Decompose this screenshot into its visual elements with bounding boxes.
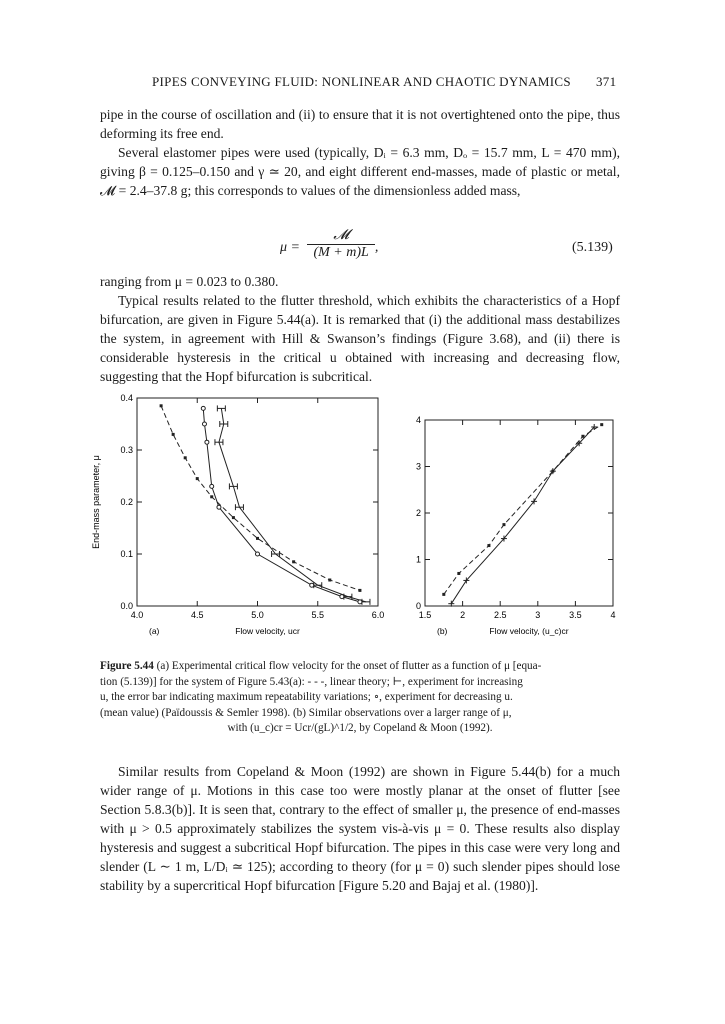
x-axis-label: Flow velocity, ucr: [235, 626, 300, 636]
caption-line-2: tion (5.139)] for the system of Figure 5.43(a): - - -, linear theory; ⊢, experiment for increasing: [100, 675, 523, 688]
data-point-circle: [210, 484, 214, 488]
paragraph-3: ranging from μ = 0.023 to 0.380.: [100, 274, 279, 289]
caption-line-1: (a) Experimental critical flow velocity for the onset of flutter as a function of μ [equa-: [156, 660, 542, 672]
data-point-square: [457, 572, 460, 575]
data-point-circle: [358, 600, 362, 604]
series-line: [161, 406, 360, 591]
paragraph-1: pipe in the course of oscillation and (ii) to ensure that it is not overtightened onto the pipe, thus deforming its free end.: [100, 107, 620, 141]
plot-frame: [137, 398, 378, 606]
y-tick-label: 0.0: [120, 601, 133, 611]
x-tick-label: 2: [460, 610, 466, 620]
caption-line-3: u, the error bar indicating maximum repeatability variations; ∘, experiment for decreasing u.: [100, 691, 513, 703]
y-axis-label: End-mass parameter, μ: [91, 455, 101, 549]
data-point-square: [551, 470, 554, 473]
y-tick-label: 3: [415, 461, 421, 472]
x-tick-label: 1.5: [418, 610, 432, 620]
caption-line-5: with (u_c)cr = Ucr/(gL)^1/2, by Copeland & Moon (1992).: [227, 722, 493, 734]
caption-label: Figure 5.44: [100, 660, 154, 672]
running-title: PIPES CONVEYING FLUID: NONLINEAR AND CHAOTIC DYNAMICS: [152, 74, 571, 89]
panel-label: (b): [437, 626, 448, 636]
x-tick-label: 4.0: [130, 610, 144, 620]
y-tick-label: 4: [415, 415, 421, 425]
panel-label: (a): [149, 626, 160, 636]
series-line: [444, 425, 602, 595]
figure-caption: [100, 659, 620, 737]
equation-comma: ,: [374, 240, 379, 255]
series-line: [203, 408, 360, 601]
data-point-square: [172, 433, 175, 436]
data-point-square: [328, 579, 331, 582]
x-tick-label: 4.5: [190, 610, 204, 620]
data-point-square: [581, 435, 584, 438]
data-point-square: [487, 544, 490, 547]
x-tick-label: 2.5: [493, 610, 507, 620]
data-point-square: [358, 589, 361, 592]
equation-lhs: μ =: [280, 240, 300, 255]
y-tick-label: 0.1: [120, 549, 133, 559]
data-point-square: [292, 560, 295, 563]
caption-line-4: (mean value) (Païdoussis & Semler 1998). (b) Similar observations over a larger range of μ,: [100, 706, 512, 719]
y-tick-label: 0.3: [120, 445, 133, 455]
y-tick-label: 1: [415, 554, 421, 565]
body-text-bottom: [100, 762, 620, 895]
y-tick-label: 0: [415, 601, 421, 611]
equation-numerator: 𝓜: [307, 228, 374, 245]
data-point-square: [210, 495, 213, 498]
x-tick-label: 5.0: [251, 610, 264, 620]
data-point-circle: [310, 583, 314, 587]
paragraph-5: Similar results from Copeland & Moon (1992) are shown in Figure 5.44(b) for a much wider range of μ. Motions in this case too were mostly planar at the onset of flutter [see Section 5.8.3(b)]. It is seen that, contrary to the effect of smaller μ, the presence of end-masses with μ > 0.5 approximately stabilizes the system vis-à-vis μ = 0. These results also display hysteresis and suggest a subcritical Hopf bifurcation. The pipes in this case were very long and slender (L ∼ 1 m, L/Dᵢ ≃ 125); according to theory (for μ = 0) such slender pipes should lose stability by a supercritical Hopf bifurcation [Figure 5.20 and Bajaj et al. (1980)].: [100, 764, 620, 893]
paragraph-2: Several elastomer pipes were used (typically, Dᵢ = 6.3 mm, Dₒ = 15.7 mm, L = 470 mm), giving β = 0.125–0.150 and γ ≃ 20, and eight different end-masses, made of plastic or metal, 𝓜 = 2.4–37.8 g; this corresponds to values of the dimensionless added mass,: [100, 145, 620, 198]
panel-b: [416, 415, 616, 636]
equation-denominator: (M + m)L: [313, 245, 369, 260]
equation-label: (5.139): [572, 240, 613, 255]
data-point-circle: [205, 440, 209, 444]
x-tick-label: 3: [535, 610, 541, 620]
y-tick-label: 0.4: [120, 393, 133, 403]
series-line: [451, 427, 594, 604]
panel-a: [91, 393, 384, 636]
data-point-square: [256, 537, 259, 540]
data-point-square: [442, 593, 445, 596]
data-point-circle: [202, 422, 206, 426]
data-point-square: [232, 516, 235, 519]
data-point-square: [196, 477, 199, 480]
y-tick-label: 2: [415, 508, 421, 518]
figure-5-44: [80, 390, 640, 650]
data-point-square: [160, 404, 163, 407]
x-tick-label: 4: [610, 610, 616, 620]
x-axis-label: Flow velocity, (u_c)cr: [489, 626, 569, 636]
plot-frame: [425, 420, 613, 606]
paragraph-4: Typical results related to the flutter threshold, which exhibits the characteristics of a Hopf bifurcation, are given in Figure 5.44(a). It is remarked that (i) the additional mass destabilizes the system, in agreement with Hill & Swanson’s findings (Figure 3.68), and (ii) there is considerable hysteresis in the critical u obtained with increasing and decreasing flow, suggesting that the Hopf bifurcation is subcritical.: [100, 293, 620, 384]
page-number: 371: [596, 74, 617, 89]
series-line: [219, 408, 366, 601]
data-point-circle: [217, 505, 221, 509]
body-text-middle: [100, 272, 620, 386]
data-point-square: [600, 423, 603, 426]
data-point-square: [502, 523, 505, 526]
y-tick-label: 0.2: [120, 497, 133, 507]
x-tick-label: 3.5: [569, 610, 582, 620]
data-point-circle: [201, 406, 205, 410]
data-point-circle: [340, 595, 344, 599]
body-text-top: [100, 105, 620, 200]
equation-5-139: [280, 228, 378, 261]
data-point-circle: [256, 552, 260, 556]
x-tick-label: 6.0: [371, 610, 385, 620]
x-tick-label: 5.5: [311, 610, 325, 620]
data-point-square: [184, 456, 187, 459]
